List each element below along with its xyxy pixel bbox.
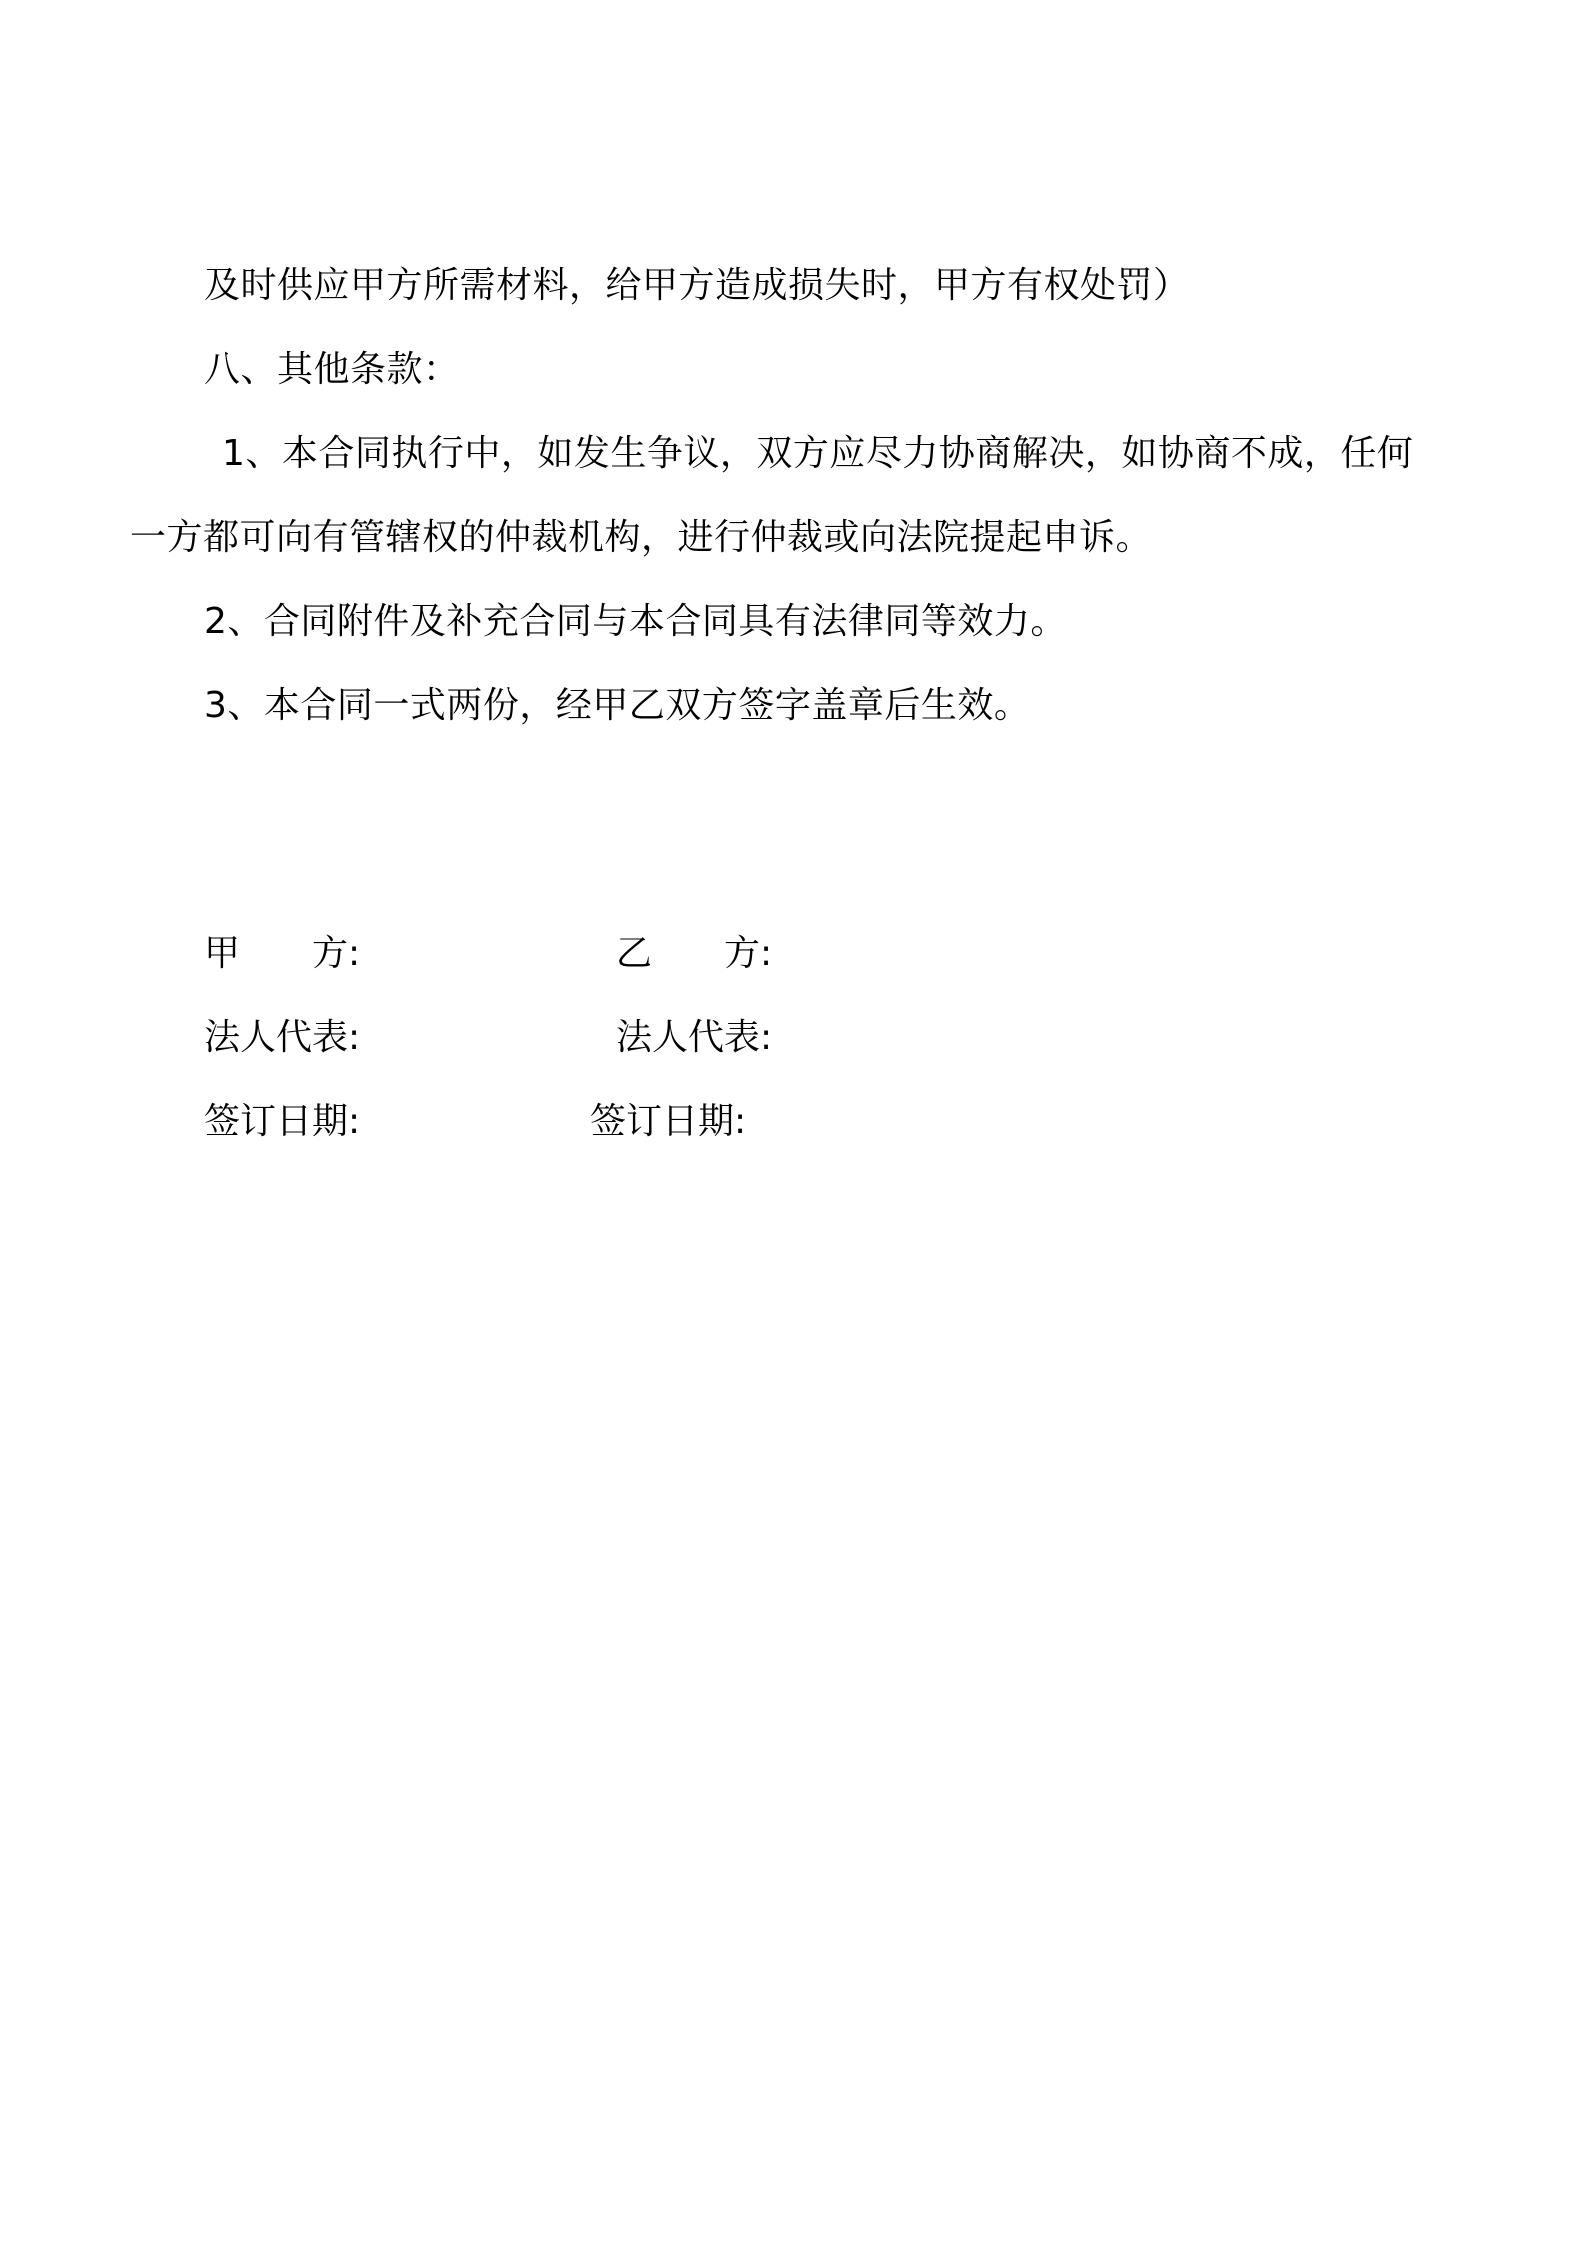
- clause-3: 3、本合同一式两份，经甲乙双方签字盖章后生效。: [204, 685, 1031, 726]
- clause-1-line-2: 一方都可向有管辖权的仲裁机构，进行仲裁或向法院提起申诉。: [130, 517, 1153, 558]
- party-a-date-label: 签订日期:: [204, 1101, 361, 1142]
- party-a-label: 甲 方:: [204, 933, 361, 974]
- party-b-date-label: 签订日期:: [590, 1101, 747, 1142]
- continuation-line: 及时供应甲方所需材料，给甲方造成损失时，甲方有权处罚）: [204, 265, 1190, 306]
- clause-2: 2、合同附件及补充合同与本合同具有法律同等效力。: [204, 601, 1067, 642]
- section-heading: 八、其他条款：: [204, 349, 460, 390]
- party-b-label: 乙 方:: [616, 933, 773, 974]
- party-a-representative-label: 法人代表:: [204, 1017, 361, 1058]
- party-b-representative-label: 法人代表:: [616, 1017, 773, 1058]
- clause-1-line-1: 1、本合同执行中，如发生争议，双方应尽力协商解决，如协商不成，任何: [222, 433, 1414, 474]
